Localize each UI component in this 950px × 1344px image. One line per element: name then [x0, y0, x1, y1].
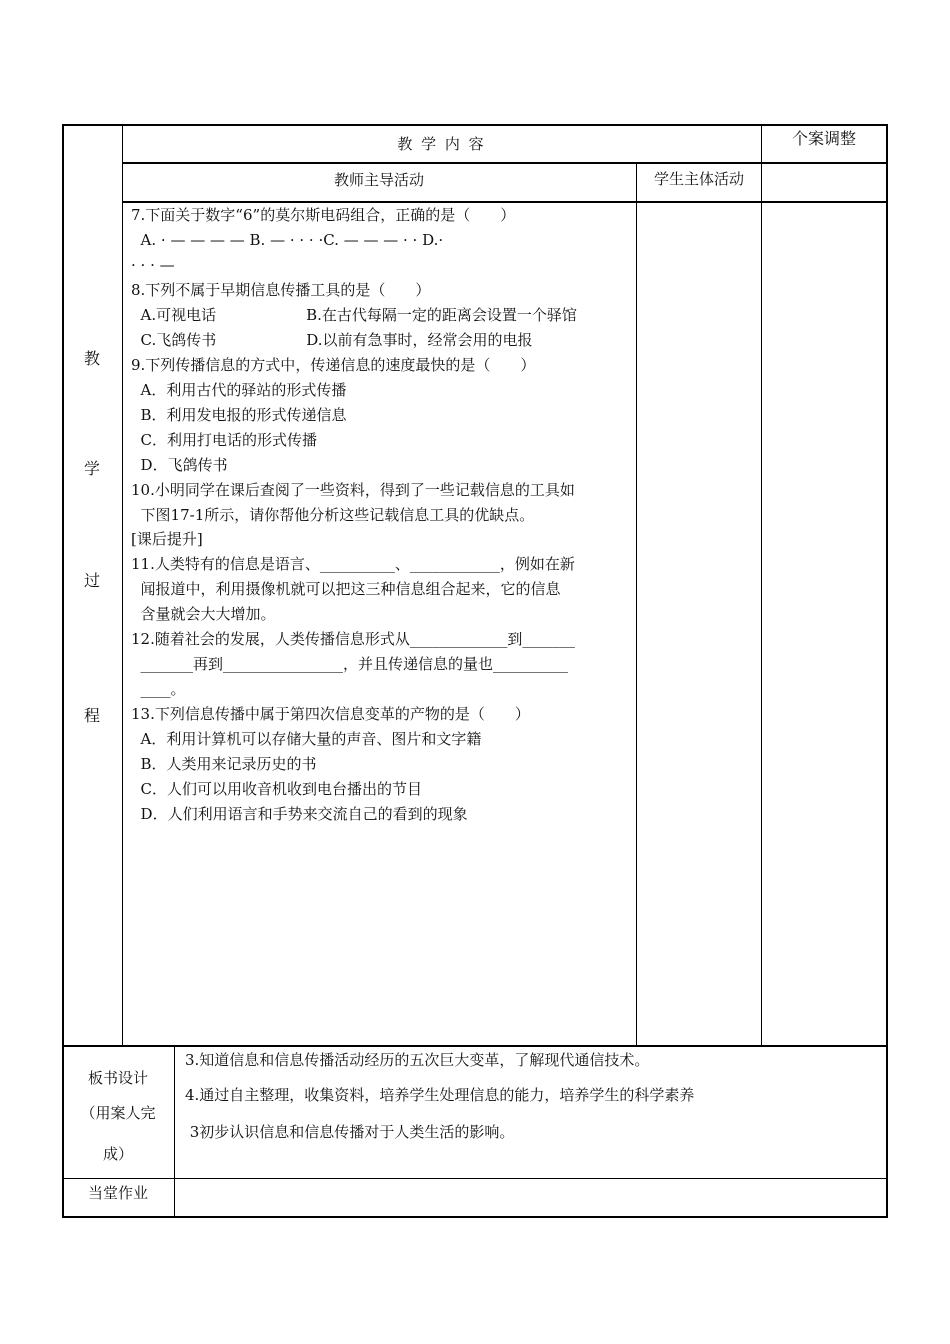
question-line: 7.下面关于数字“6”的莫尔斯电码组合，正确的是（ ）	[131, 206, 516, 224]
teacher-activity-header: 教师主导活动	[333, 171, 424, 189]
question-line: B．人类用来记录历史的书	[131, 755, 317, 773]
question-line: 含量就会大大增加。	[131, 605, 276, 623]
question-line: 9.下列传播信息的方式中，传递信息的速度最快的是（ ）	[131, 356, 536, 374]
process-label-1: 教	[84, 349, 101, 368]
question-line: A. · — — — — B. — · · · ·C. — — — · · D.·	[131, 231, 444, 249]
homework-label: 当堂作业	[87, 1184, 148, 1202]
question-line: · · · —	[131, 256, 175, 274]
board-content-line: 3初步认识信息和信息传播对于人类生活的影响。	[185, 1123, 515, 1141]
board-label-line: 成）	[102, 1145, 133, 1163]
divider-board-column	[174, 1045, 175, 1217]
divider-header-2	[122, 201, 886, 203]
question-line: A．利用计算机可以存储大量的声音、图片和文字籍	[131, 730, 482, 748]
question-line: C.飞鸽传书 D.以前有急事时，经常会用的电报	[131, 331, 533, 349]
process-label-2: 学	[84, 459, 101, 478]
case-adjust-header: 个案调整	[791, 129, 856, 148]
process-label-3: 过	[84, 571, 101, 590]
divider-header-1	[122, 162, 886, 164]
question-line: _______再到________________，并且传递信息的量也__________	[131, 655, 569, 673]
border-bottom	[62, 1216, 888, 1218]
question-line: ____。	[131, 680, 186, 698]
border-left	[62, 124, 64, 1218]
question-line: 11.人类特有的信息是语言、__________、____________，例如在新	[131, 555, 575, 573]
process-label-4: 程	[84, 706, 101, 725]
divider-process-column	[122, 124, 123, 1046]
question-line: [课后提升]	[131, 530, 203, 548]
question-line: B．利用发电报的形式传递信息	[131, 406, 347, 424]
divider-student-column	[636, 163, 637, 1046]
question-line: A．利用古代的驿站的形式传播	[131, 381, 347, 399]
question-line: 10.小明同学在课后查阅了一些资料，得到了一些记载信息的工具如	[131, 481, 575, 499]
divider-adjust-column	[761, 124, 762, 1046]
question-line: A.可视电话 B.在古代每隔一定的距离会设置一个驿馆	[131, 306, 577, 324]
divider-board-top	[62, 1045, 888, 1047]
border-right	[886, 124, 888, 1218]
question-line: D．人们利用语言和手势来交流自己的看到的现象	[131, 805, 468, 823]
question-line: C．利用打电话的形式传播	[131, 431, 318, 449]
question-line: 闻报道中，利用摄像机就可以把这三种信息组合起来，它的信息	[131, 580, 561, 598]
board-label-line: （用案人完	[80, 1104, 156, 1122]
question-line: C．人们可以用收音机收到电台播出的节目	[131, 780, 423, 798]
board-label-line: 板书设计	[87, 1069, 148, 1087]
student-activity-header: 学生主体活动	[653, 170, 744, 188]
question-line: 13.下列信息传播中属于第四次信息变革的产物的是（ ）	[131, 705, 530, 723]
border-top	[62, 124, 888, 126]
question-line: D．飞鸽传书	[131, 456, 228, 474]
question-line: 8.下列不属于早期信息传播工具的是（ ）	[131, 281, 431, 299]
board-content-line: 4.通过自主整理，收集资料，培养学生处理信息的能力，培养学生的科学素养	[185, 1086, 695, 1104]
divider-homework-top	[62, 1178, 888, 1179]
question-line: 下图17-1所示，请你帮他分析这些记载信息工具的优缺点。	[131, 506, 535, 524]
question-line: 12.随着社会的发展，人类传播信息形式从_____________到_______	[131, 630, 575, 648]
teaching-content-header: 教 学 内 容	[397, 135, 486, 153]
board-content-line: 3.知道信息和信息传播活动经历的五次巨大变革，了解现代通信技术。	[185, 1051, 650, 1069]
